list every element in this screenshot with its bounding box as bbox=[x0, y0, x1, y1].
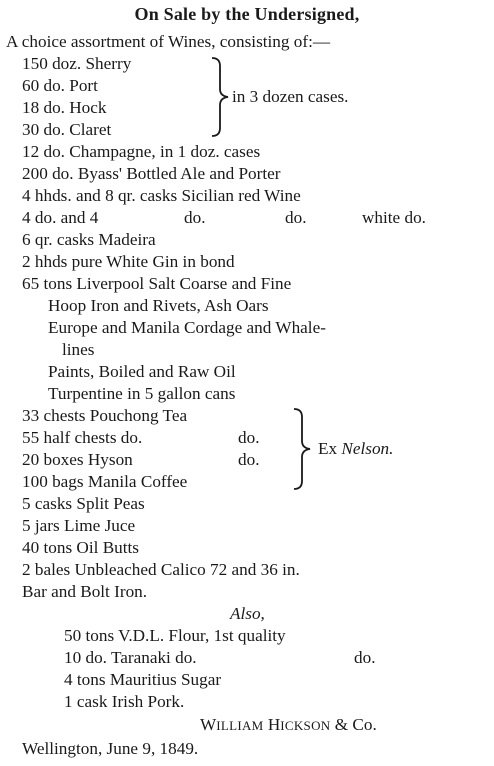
list-item: 12 do. Champagne, in 1 doz. cases bbox=[22, 142, 261, 161]
list-item: 6 qr. casks Madeira bbox=[22, 230, 156, 249]
teas-note bbox=[318, 438, 393, 460]
tea-item: 33 chests Pouchong Tea bbox=[22, 406, 188, 425]
signature-part: W bbox=[200, 715, 217, 734]
tea-item: 20 boxes Hyson bbox=[22, 450, 133, 469]
also-heading: Also, bbox=[230, 604, 265, 623]
wine-item: 18 do. Hock bbox=[22, 98, 107, 117]
list-item: 40 tons Oil Butts bbox=[22, 538, 139, 557]
also-item: 4 tons Mauritius Sugar bbox=[64, 670, 222, 689]
list-item-continuation: lines bbox=[62, 340, 95, 359]
list-item: 2 bales Unbleached Calico 72 and 36 in. bbox=[22, 560, 300, 579]
dateline: Wellington, June 9, 1849. bbox=[22, 739, 199, 758]
tea-item: 55 half chests do. bbox=[22, 428, 143, 447]
teas-note-prefix: Ex bbox=[318, 439, 338, 458]
also-item: 50 tons V.D.L. Flour, 1st quality bbox=[64, 626, 286, 645]
wine-item: 150 doz. Sherry bbox=[22, 54, 132, 73]
wine-item: 60 do. Port bbox=[22, 76, 98, 95]
signature bbox=[200, 714, 377, 737]
list-item: Bar and Bolt Iron. bbox=[22, 582, 148, 601]
heading: On Sale by the Undersigned, bbox=[134, 4, 360, 24]
signature-part: ICKSON bbox=[280, 718, 331, 733]
wines-note: in 3 dozen cases. bbox=[232, 87, 349, 106]
teas-brace bbox=[290, 407, 312, 491]
wines-brace bbox=[208, 56, 230, 138]
ship-name: Nelson. bbox=[341, 439, 394, 458]
signature-part: H bbox=[267, 715, 281, 734]
wine-item: 30 do. Claret bbox=[22, 120, 112, 139]
white-row-part: do. bbox=[184, 208, 206, 227]
signature-part: & Co. bbox=[334, 715, 377, 734]
list-item: 4 hhds. and 8 qr. casks Sicilian red Wine bbox=[22, 186, 301, 205]
list-item: 200 do. Byass' Bottled Ale and Porter bbox=[22, 164, 281, 183]
also-item: 1 cask Irish Pork. bbox=[64, 692, 185, 711]
signature-part: ILLIAM bbox=[216, 718, 264, 733]
list-item: 65 tons Liverpool Salt Coarse and Fine bbox=[22, 274, 292, 293]
white-row-part: do. bbox=[285, 208, 307, 227]
list-item: Paints, Boiled and Raw Oil bbox=[48, 362, 236, 381]
also-item: 10 do. Taranaki do. bbox=[64, 648, 197, 667]
tea-item-ditto: do. bbox=[238, 450, 260, 469]
white-row-part: 4 do. and 4 bbox=[22, 208, 99, 227]
list-item: 5 casks Split Peas bbox=[22, 494, 145, 513]
list-item: Hoop Iron and Rivets, Ash Oars bbox=[48, 296, 269, 315]
also-item-ditto: do. bbox=[354, 648, 376, 667]
list-item: 2 hhds pure White Gin in bond bbox=[22, 252, 235, 271]
tea-item: 100 bags Manila Coffee bbox=[22, 472, 188, 491]
intro-line: A choice assortment of Wines, consisting of:— bbox=[6, 32, 331, 51]
list-item: Europe and Manila Cordage and Whale- bbox=[48, 318, 326, 337]
list-item: 5 jars Lime Juce bbox=[22, 516, 136, 535]
white-row-part: white do. bbox=[362, 208, 426, 227]
list-item: Turpentine in 5 gallon cans bbox=[48, 384, 236, 403]
tea-item-ditto: do. bbox=[238, 428, 260, 447]
